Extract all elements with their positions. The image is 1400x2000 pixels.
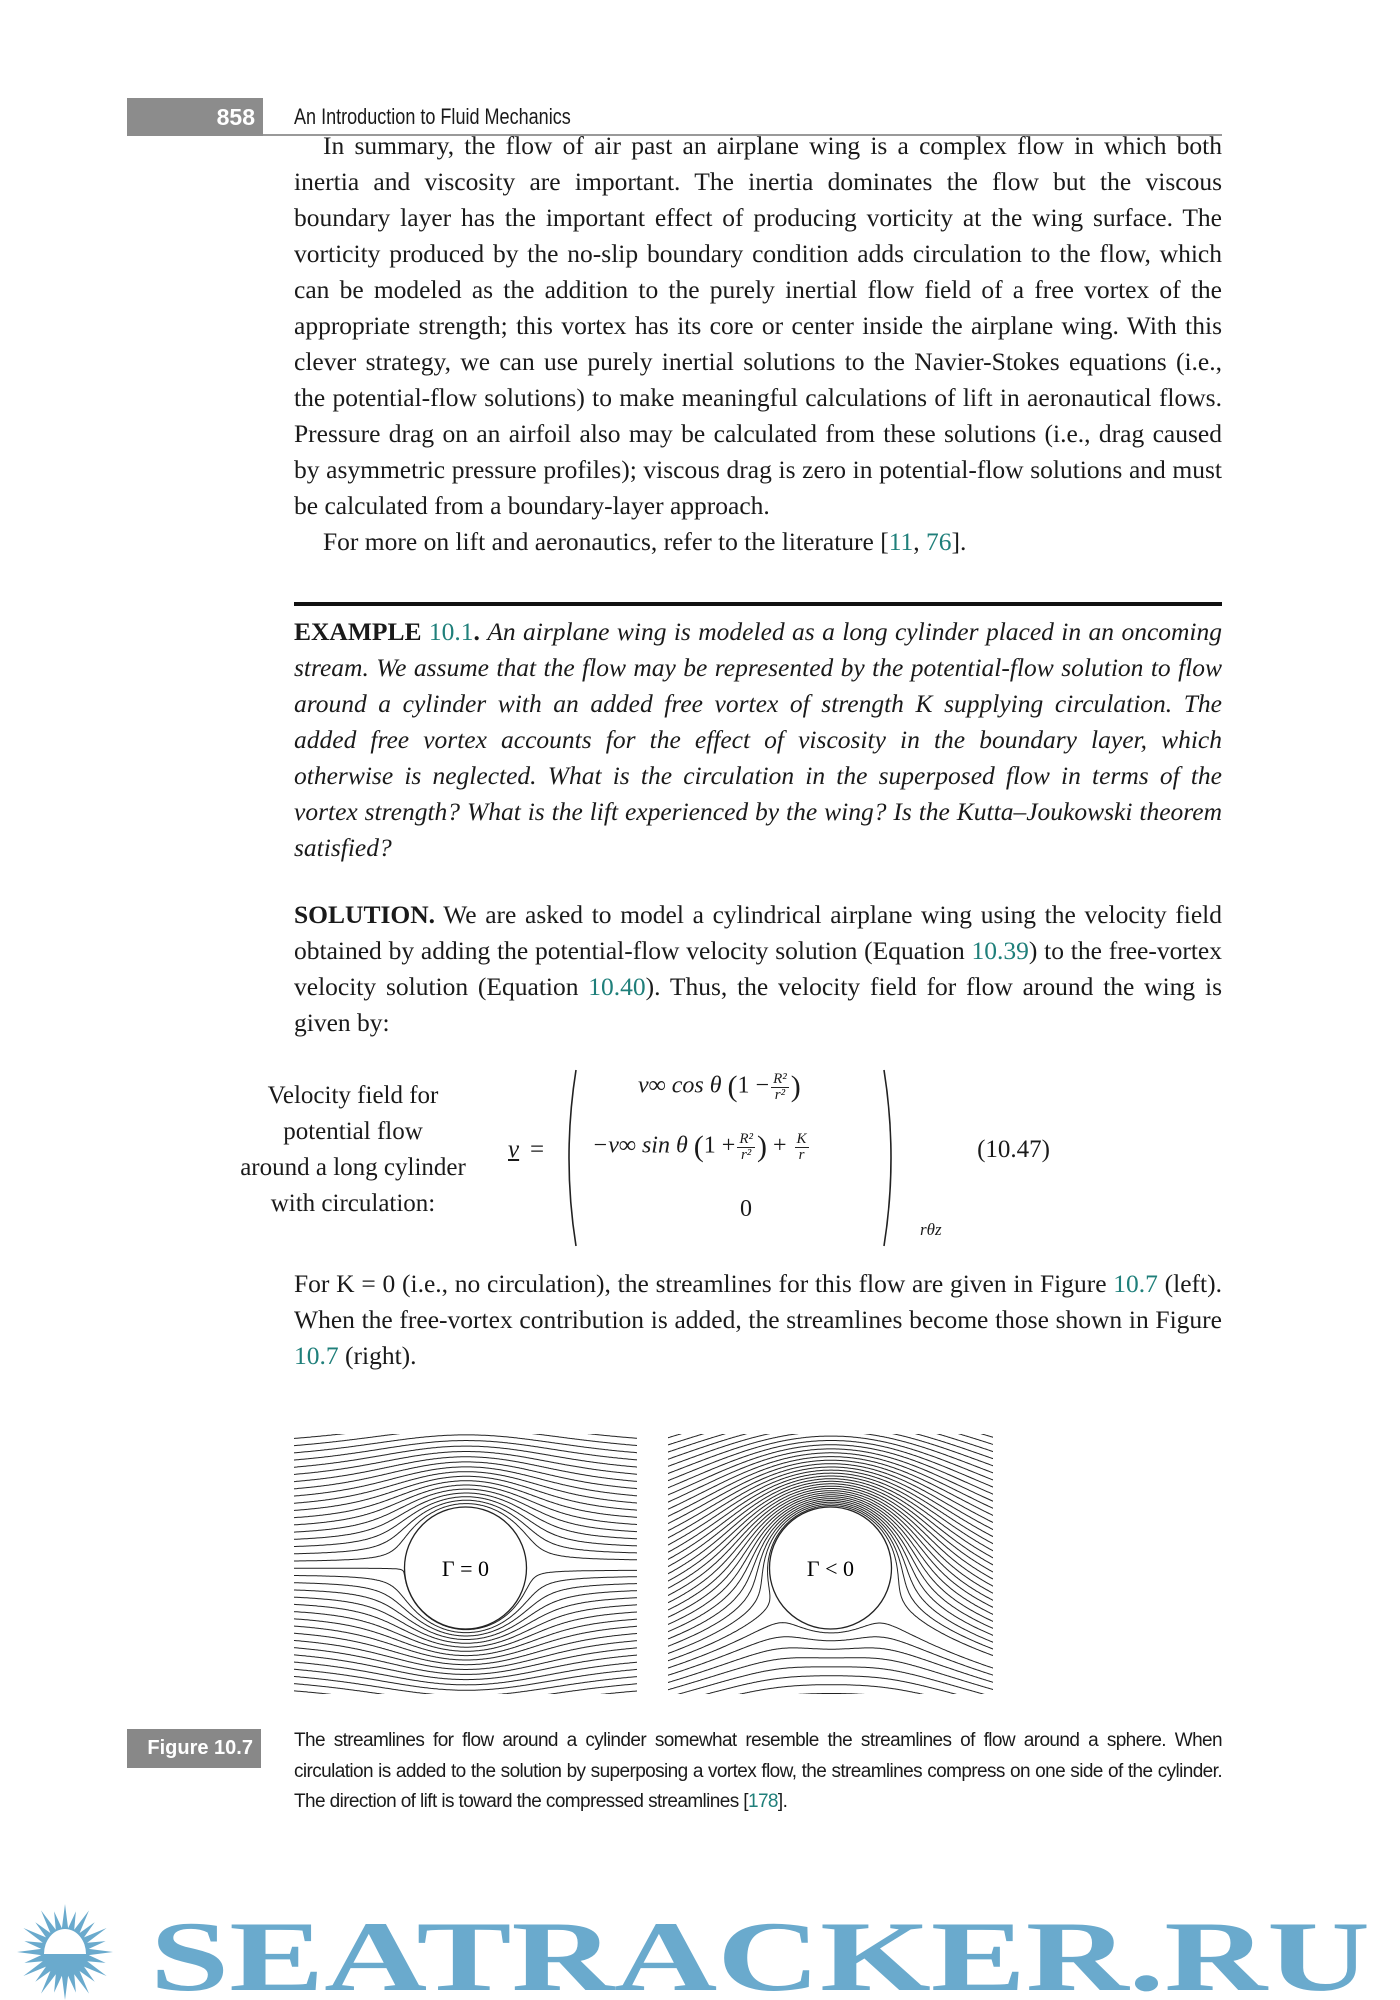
citation-link[interactable]: 11 [888, 527, 914, 556]
text: ) to the free-vortex velocity solution (Equation [294, 936, 1222, 1001]
label-line: around a long cylinder [240, 1154, 466, 1181]
text: For more on lift and aeronautics, refer to the literature [ [323, 527, 889, 556]
figure-10-7 [294, 1434, 1222, 1694]
circulation-label: Γ = 0 [441, 1556, 490, 1581]
velocity-vector: v [508, 1136, 520, 1163]
term: 1 − [737, 1072, 770, 1099]
equation-link[interactable]: 10.40 [588, 972, 646, 1001]
numerator: R² [739, 1130, 753, 1147]
denominator: r² [774, 1086, 786, 1103]
term: v∞ cos θ [638, 1072, 722, 1099]
figure-reference-paragraph [294, 1266, 1222, 1374]
example-label: EXAMPLE [294, 617, 422, 646]
sun-rays [17, 1904, 113, 2000]
label-line: potential flow [283, 1118, 423, 1145]
label-line: with circulation: [270, 1190, 436, 1217]
label-line: Velocity field for [267, 1082, 439, 1109]
figure-caption [294, 1726, 1222, 1818]
right-paren [880, 1068, 900, 1248]
running-header-title: An Introduction to Fluid Mechanics [294, 104, 571, 129]
figure-link[interactable]: 10.7 [1113, 1269, 1158, 1298]
text: (right). [338, 1341, 417, 1370]
streamline [668, 1667, 993, 1694]
page-number-box [127, 98, 263, 136]
matrix-row-z: 0 [740, 1196, 752, 1222]
page-body [147, 128, 1223, 1818]
figure-link[interactable]: 10.7 [294, 1341, 339, 1370]
streamline [294, 1457, 637, 1482]
streamline [668, 1658, 993, 1691]
citation-link[interactable]: 178 [747, 1791, 778, 1812]
term: 1 + [703, 1132, 736, 1159]
matrix-row-r: v∞ cos θ (1 − $\frac{\text{R²}}{\text{r²}}$ ) [638, 1070, 801, 1103]
denominator: r² [740, 1146, 752, 1163]
numerator: K [796, 1130, 807, 1147]
text: We are asked to model a cylindrical airplane wing using the velocity field obtained by adding the potential-flow velocity solution (Equation [294, 900, 1222, 965]
text: ). Thus, the velocity field for flow around the wing is given by: [294, 972, 1222, 1037]
citation-link[interactable]: 76 [926, 527, 952, 556]
solution-paragraph [294, 897, 1222, 1041]
equation-number: (10.47) [977, 1136, 1050, 1163]
text: ]. [777, 1791, 788, 1812]
example-text: An airplane wing is modeled as a long cylinder placed in an oncoming stream. We assume that the flow may be represented by the potential-flow solution to flow around a cylinder with an added free vortex of strength K supplying circulation. The added free vortex accounts for the effect of viscosity in the boundary layer, which otherwise is neglected. What is the circulation in the superposed flow in terms of the vortex strength? What is the lift experienced by the wing? Is the Kutta–Joukowski theorem satisfied? [294, 617, 1223, 862]
circulation-label: Γ < 0 [806, 1556, 855, 1581]
term: −v∞ sin θ [592, 1132, 688, 1159]
text: , [913, 527, 927, 556]
streamline [668, 1685, 993, 1694]
streamline [668, 1434, 993, 1453]
streamline [668, 1694, 993, 1695]
coordinate-subscript: rθz [920, 1220, 942, 1239]
streamline [668, 1648, 993, 1684]
watermark-text: SEATRACKER.RU [150, 1901, 1370, 2000]
streamline [668, 1637, 993, 1676]
figure-caption-block [147, 1726, 1222, 1818]
streamline [294, 1434, 637, 1446]
streamline [294, 1435, 637, 1453]
streamlines-with-circulation [668, 1434, 993, 1694]
left-paren [560, 1068, 580, 1248]
text: For K = 0 (i.e., no circulation), the streamlines for this flow are given in Figure [294, 1269, 1114, 1298]
summary-paragraph: In summary, the flow of air past an airplane wing is a complex flow in which both inertia and viscosity are important. The inertia dominates the flow but the viscous boundary layer has the important effect of producing vorticity at the wing surface. The vorticity produced by the no-slip boundary condition adds circulation to the flow, which can be modeled as the addition to the purely inertial flow field of a free vortex of the appropriate strength; this vortex has its core or center inside the airplane wing. With this clever strategy, we can use purely inertial solutions to the Navier-Stokes equations (i.e., the potential-flow solutions) to make meaningful calculations of lift in aeronautical flows. Pressure drag on an airfoil also may be calculated from these solutions (i.e., drag caused by asymmetric pressure profiles); viscous drag is zero in potential-flow solutions and must be calculated from a boundary-layer approach. [294, 131, 1222, 520]
streamline [294, 1691, 637, 1694]
streamline [668, 1434, 993, 1468]
denominator: r [798, 1146, 805, 1163]
page-number: 858 [216, 104, 255, 130]
equation-link[interactable]: 10.39 [971, 936, 1029, 965]
text: The streamlines for flow around a cylinder somewhat resemble the streamlines of flow around a sphere. When circulation is added to the solution by superposing a vortex flow, the streamlines compress on one side of the cylinder. The direction of lift is toward the compressed streamlines [ [294, 1730, 1222, 1812]
example-rule [294, 602, 1222, 606]
text: ]. [951, 527, 967, 556]
literature-paragraph [294, 524, 1222, 560]
example-number: 10.1 [428, 617, 474, 646]
watermark [0, 1900, 1400, 2000]
solution-label: SOLUTION. [294, 900, 435, 929]
term: + [772, 1132, 787, 1159]
streamline [294, 1441, 637, 1461]
equals-sign: = [530, 1136, 545, 1163]
text: (left). When the free-vortex contribution is added, the streamlines become those shown in Figure [294, 1269, 1222, 1334]
figure-label: Figure 10.7 [127, 1729, 261, 1768]
sun-disc [44, 1929, 86, 1954]
equation-10-47 [208, 1068, 1050, 1248]
example-paragraph [294, 614, 1222, 866]
sun-logo-icon [17, 1904, 113, 2000]
matrix-row-theta: −v∞ sin θ (1 + $\frac{\text{R²}}{\text{r²}}$ ) + $\frac{K}{r}$ [592, 1130, 807, 1163]
numerator: R² [773, 1070, 787, 1087]
equation-label [208, 1078, 498, 1222]
text: . [473, 617, 480, 646]
streamlines-no-circulation [294, 1434, 637, 1694]
streamline [294, 1662, 637, 1685]
